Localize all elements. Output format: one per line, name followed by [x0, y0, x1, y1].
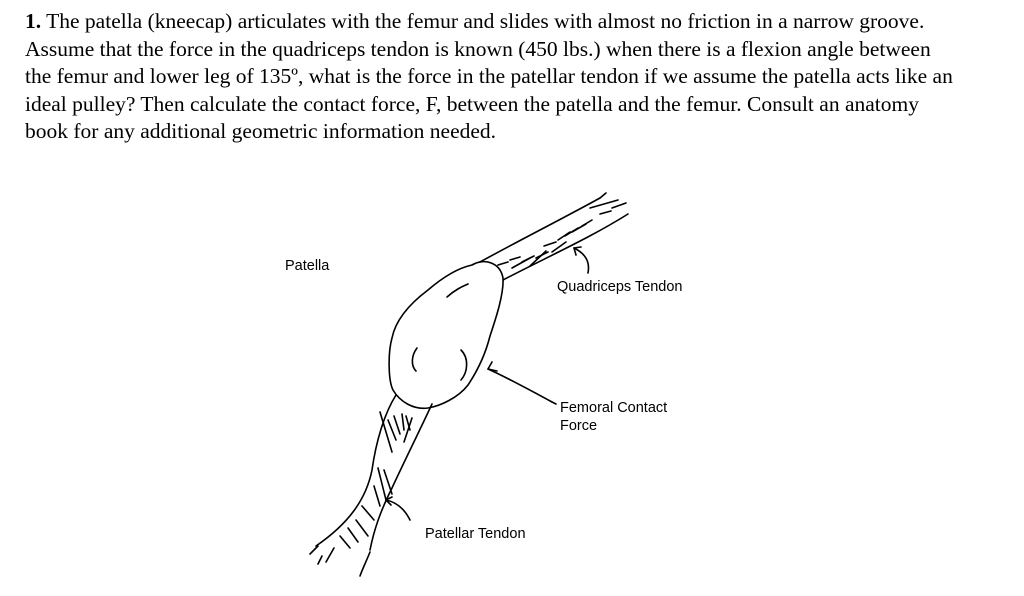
- problem-text: The patella (kneecap) articulates with the femur and slides with almost no friction in a narrow groove. Assume that the force in the quadriceps tendon is known (450 lbs.) when there is a flexion angle between the femur and lower leg of 135º, what is the force in the patellar tendon if we assume the patella acts like an ideal pulley? Then calculate the contact force, F, between the patella and the femur. Consult an anatomy book for any additional geometric information needed.: [25, 9, 953, 143]
- patella-outline: [389, 262, 503, 409]
- quadriceps-label-arrow: [574, 248, 588, 273]
- patellar-tendon-drawing: [310, 395, 432, 576]
- problem-statement: [25, 8, 955, 146]
- patellar-tendon-label: Patellar Tendon: [425, 526, 526, 542]
- quadriceps-tendon-drawing: [480, 193, 628, 280]
- femoral-contact-arrow: [488, 369, 552, 402]
- femoral-contact-force-label: Femoral Contact Force: [560, 400, 668, 434]
- patellar-label-arrow: [386, 500, 410, 520]
- patella-label: Patella: [285, 258, 330, 274]
- problem-number: 1.: [25, 9, 42, 33]
- quadriceps-tendon-label: Quadriceps Tendon: [557, 279, 683, 295]
